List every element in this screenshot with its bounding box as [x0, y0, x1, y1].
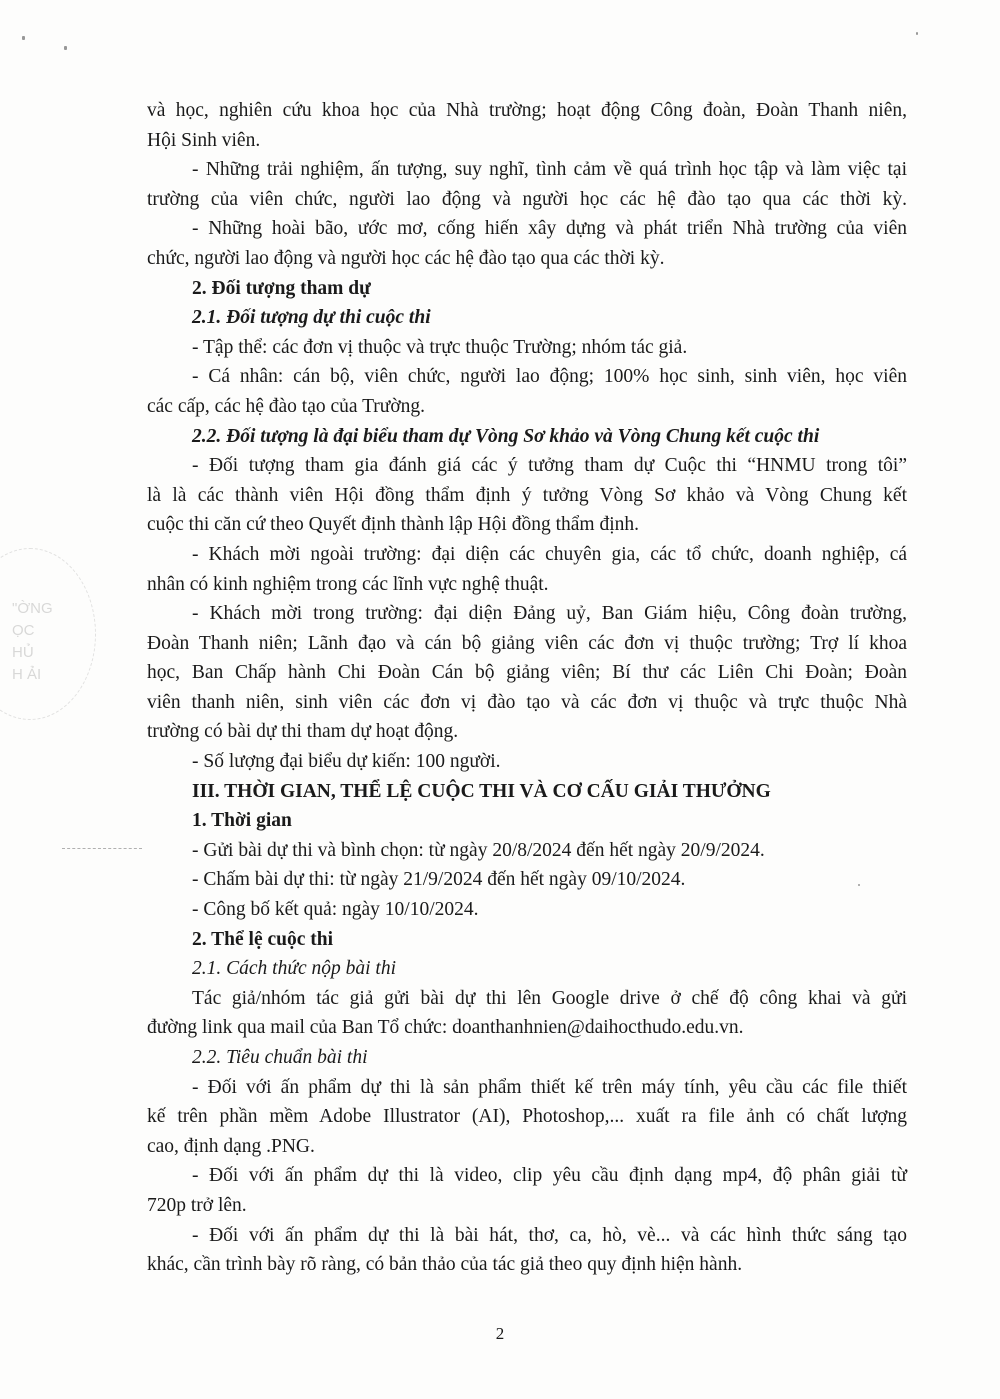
paragraph-line: các cấp, các hệ đào tạo của Trường. [147, 395, 426, 417]
paragraph-line: viên thanh niên, sinh viên các đơn vị đào tạo và các đơn vị thuộc và trực thuộc Nhà [147, 691, 907, 713]
paragraph-line: khác, cần trình bày rõ ràng, có bản thảo của tác giả theo quy định hiện hành. [147, 1254, 743, 1276]
page-number: 2 [495, 1324, 505, 1343]
paragraph-line: học, Ban Chấp hành Chi Đoàn Cán bộ giảng viên; Bí thư các Liên Chi Đoàn; Đoàn [147, 662, 907, 684]
paragraph-line: đường link qua mail của Ban Tổ chức: doanthanhnien@daihocthudo.edu.vn. [147, 1017, 744, 1039]
scan-mark [62, 848, 142, 850]
chapter-heading: III. THỜI GIAN, THỂ LỆ CUỘC THI VÀ CƠ CẤU GIẢI THƯỞNG [192, 780, 771, 802]
stamp-text: "ỜNG [12, 600, 53, 617]
faded-stamp [4, 548, 100, 718]
paragraph-line: - Chấm bài dự thi: từ ngày 21/9/2024 đến hết ngày 09/10/2024. [192, 869, 686, 891]
subsection-heading: 2.2. Tiêu chuẩn bài thi [192, 1047, 368, 1068]
scan-speck [64, 46, 67, 50]
paragraph-line: chức, người lao động và người học các hệ đào tạo qua các thời kỳ. [147, 247, 665, 269]
subsection-heading: 2.1. Đối tượng dự thi cuộc thi [192, 307, 431, 329]
paragraph-line: - Đối với ấn phẩm dự thi là sản phẩm thiết kế trên máy tính, yêu cầu các file thiết [192, 1076, 907, 1098]
subsection-heading: 2.2. Đối tượng là đại biểu tham dự Vòng Sơ khảo và Vòng Chung kết cuộc thi [192, 425, 820, 447]
paragraph-line: trường có bài dự thi tham dự hoạt động. [147, 721, 459, 743]
paragraph-line: - Công bố kết quả: ngày 10/10/2024. [192, 899, 479, 921]
section-heading: 2. Thể lệ cuộc thi [192, 928, 334, 950]
paragraph-line: - Đối với ấn phẩm dự thi là bài hát, thơ, ca, hò, vè... và các hình thức sáng tạo [192, 1224, 907, 1246]
paragraph-line: Hội Sinh viên. [147, 129, 261, 151]
subsection-heading: 2.1. Cách thức nộp bài thi [192, 958, 396, 980]
paragraph-line: - Đối tượng tham gia đánh giá các ý tưởng tham dự Cuộc thi “HNMU trong tôi” [192, 455, 907, 477]
stamp-text: HỦ [12, 644, 34, 661]
paragraph-line: - Gửi bài dự thi và bình chọn: từ ngày 20/8/2024 đến hết ngày 20/9/2024. [192, 839, 765, 861]
stamp-text: H ẢI [12, 666, 42, 683]
section-heading: 1. Thời gian [192, 810, 292, 832]
paragraph-line: - Khách mời ngoài trường: đại diện các chuyên gia, các tổ chức, doanh nghiệp, cá [192, 543, 907, 565]
paragraph-line: - Số lượng đại biểu dự kiến: 100 người. [192, 751, 501, 773]
scan-speck [22, 36, 25, 40]
paragraph-line: 720p trở lên. [147, 1194, 247, 1216]
paragraph-line: Tác giả/nhóm tác giả gửi bài dự thi lên Google drive ở chế độ công khai và gửi [192, 987, 907, 1009]
section-heading: 2. Đối tượng tham dự [192, 277, 371, 299]
paragraph-line: là là các thành viên Hội đồng thẩm định ý tưởng Vòng Sơ khảo và Vòng Chung kết [147, 484, 907, 506]
paragraph-line: - Những hoài bão, ước mơ, cống hiến xây dựng và phát triển Nhà trường của viên [192, 218, 907, 240]
paragraph-line: kế trên phần mềm Adobe Illustrator (AI), Photoshop,... xuất ra file ảnh có chất lượng [147, 1106, 907, 1128]
scan-speck [916, 32, 918, 35]
paragraph-line: cao, định dạng .PNG. [147, 1135, 315, 1157]
paragraph-line: - Cá nhân: cán bộ, viên chức, người lao động; 100% học sinh, sinh viên, học viên [192, 366, 907, 388]
paragraph-line: Đoàn Thanh niên; Lãnh đạo và cán bộ giảng viên các đơn vị thuộc trường; Trợ lí khoa [147, 632, 907, 654]
stamp-text: ỌC [12, 622, 35, 639]
paragraph-line: cuộc thi căn cứ theo Quyết định thành lập Hội đồng thẩm định. [147, 514, 640, 536]
paragraph-line: nhân có kinh nghiệm trong các lĩnh vực nghệ thuật. [147, 573, 549, 595]
paragraph-line: trường của viên chức, người lao động và người học các hệ đào tạo qua các thời kỳ. [147, 188, 907, 210]
paragraph-line: - Khách mời trong trường: đại diện Đảng uỷ, Ban Giám hiệu, Công đoàn trường, [192, 603, 907, 625]
paragraph-line: - Những trải nghiệm, ấn tượng, suy nghĩ, tình cảm về quá trình học tập và làm việc tại [192, 159, 907, 181]
paragraph-line: - Đối với ấn phẩm dự thi là video, clip yêu cầu định dạng mp4, độ phân giải từ [192, 1165, 907, 1187]
paragraph-line: - Tập thể: các đơn vị thuộc và trực thuộc Trường; nhóm tác giả. [192, 336, 688, 358]
document-body [147, 96, 907, 1280]
paragraph-line: và học, nghiên cứu khoa học của Nhà trường; hoạt động Công đoàn, Đoàn Thanh niên, [147, 100, 907, 121]
